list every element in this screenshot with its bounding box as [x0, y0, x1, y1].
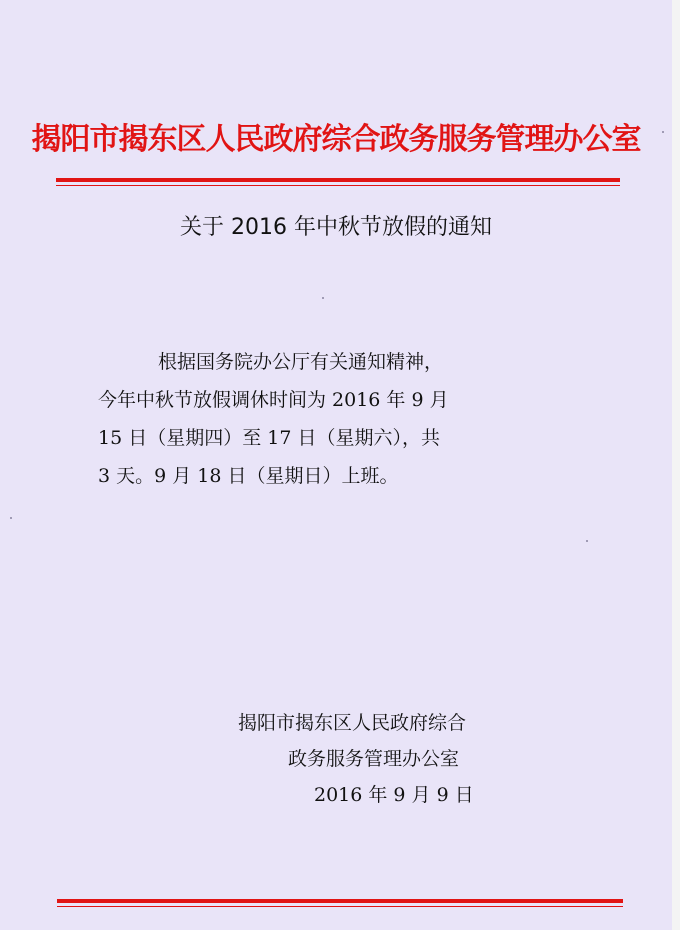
signature-org-line-1: 揭阳市揭东区人民政府综合 [238, 712, 467, 734]
body-line-4: 3 天。9 月 18 日（星期日）上班。 [98, 465, 399, 487]
document-title: 关于 2016 年中秋节放假的通知 [180, 215, 492, 240]
signature-org-line-2: 政务服务管理办公室 [288, 748, 460, 770]
document-body [98, 343, 618, 495]
footer-rule-thick [57, 899, 623, 903]
body-line-2: 今年中秋节放假调休时间为 2016 年 9 月 [98, 389, 449, 411]
paper-speck [586, 540, 588, 542]
paper-speck [662, 131, 664, 133]
body-line-3: 15 日（星期四）至 17 日（星期六），共 [98, 427, 440, 449]
paper-speck [10, 517, 12, 519]
footer-rule-thin [57, 906, 623, 907]
signature-block [238, 705, 598, 813]
body-line-1: 根据国务院办公厅有关通知精神， [158, 351, 444, 373]
scan-edge [672, 0, 680, 930]
letterhead-rule-thin [56, 185, 620, 186]
signature-date: 2016 年 9 月 9 日 [314, 784, 474, 806]
paper-speck [322, 297, 324, 299]
letterhead-rule-thick [56, 178, 620, 182]
letterhead-org-name: 揭阳市揭东区人民政府综合政务服务管理办公室 [31, 122, 641, 157]
